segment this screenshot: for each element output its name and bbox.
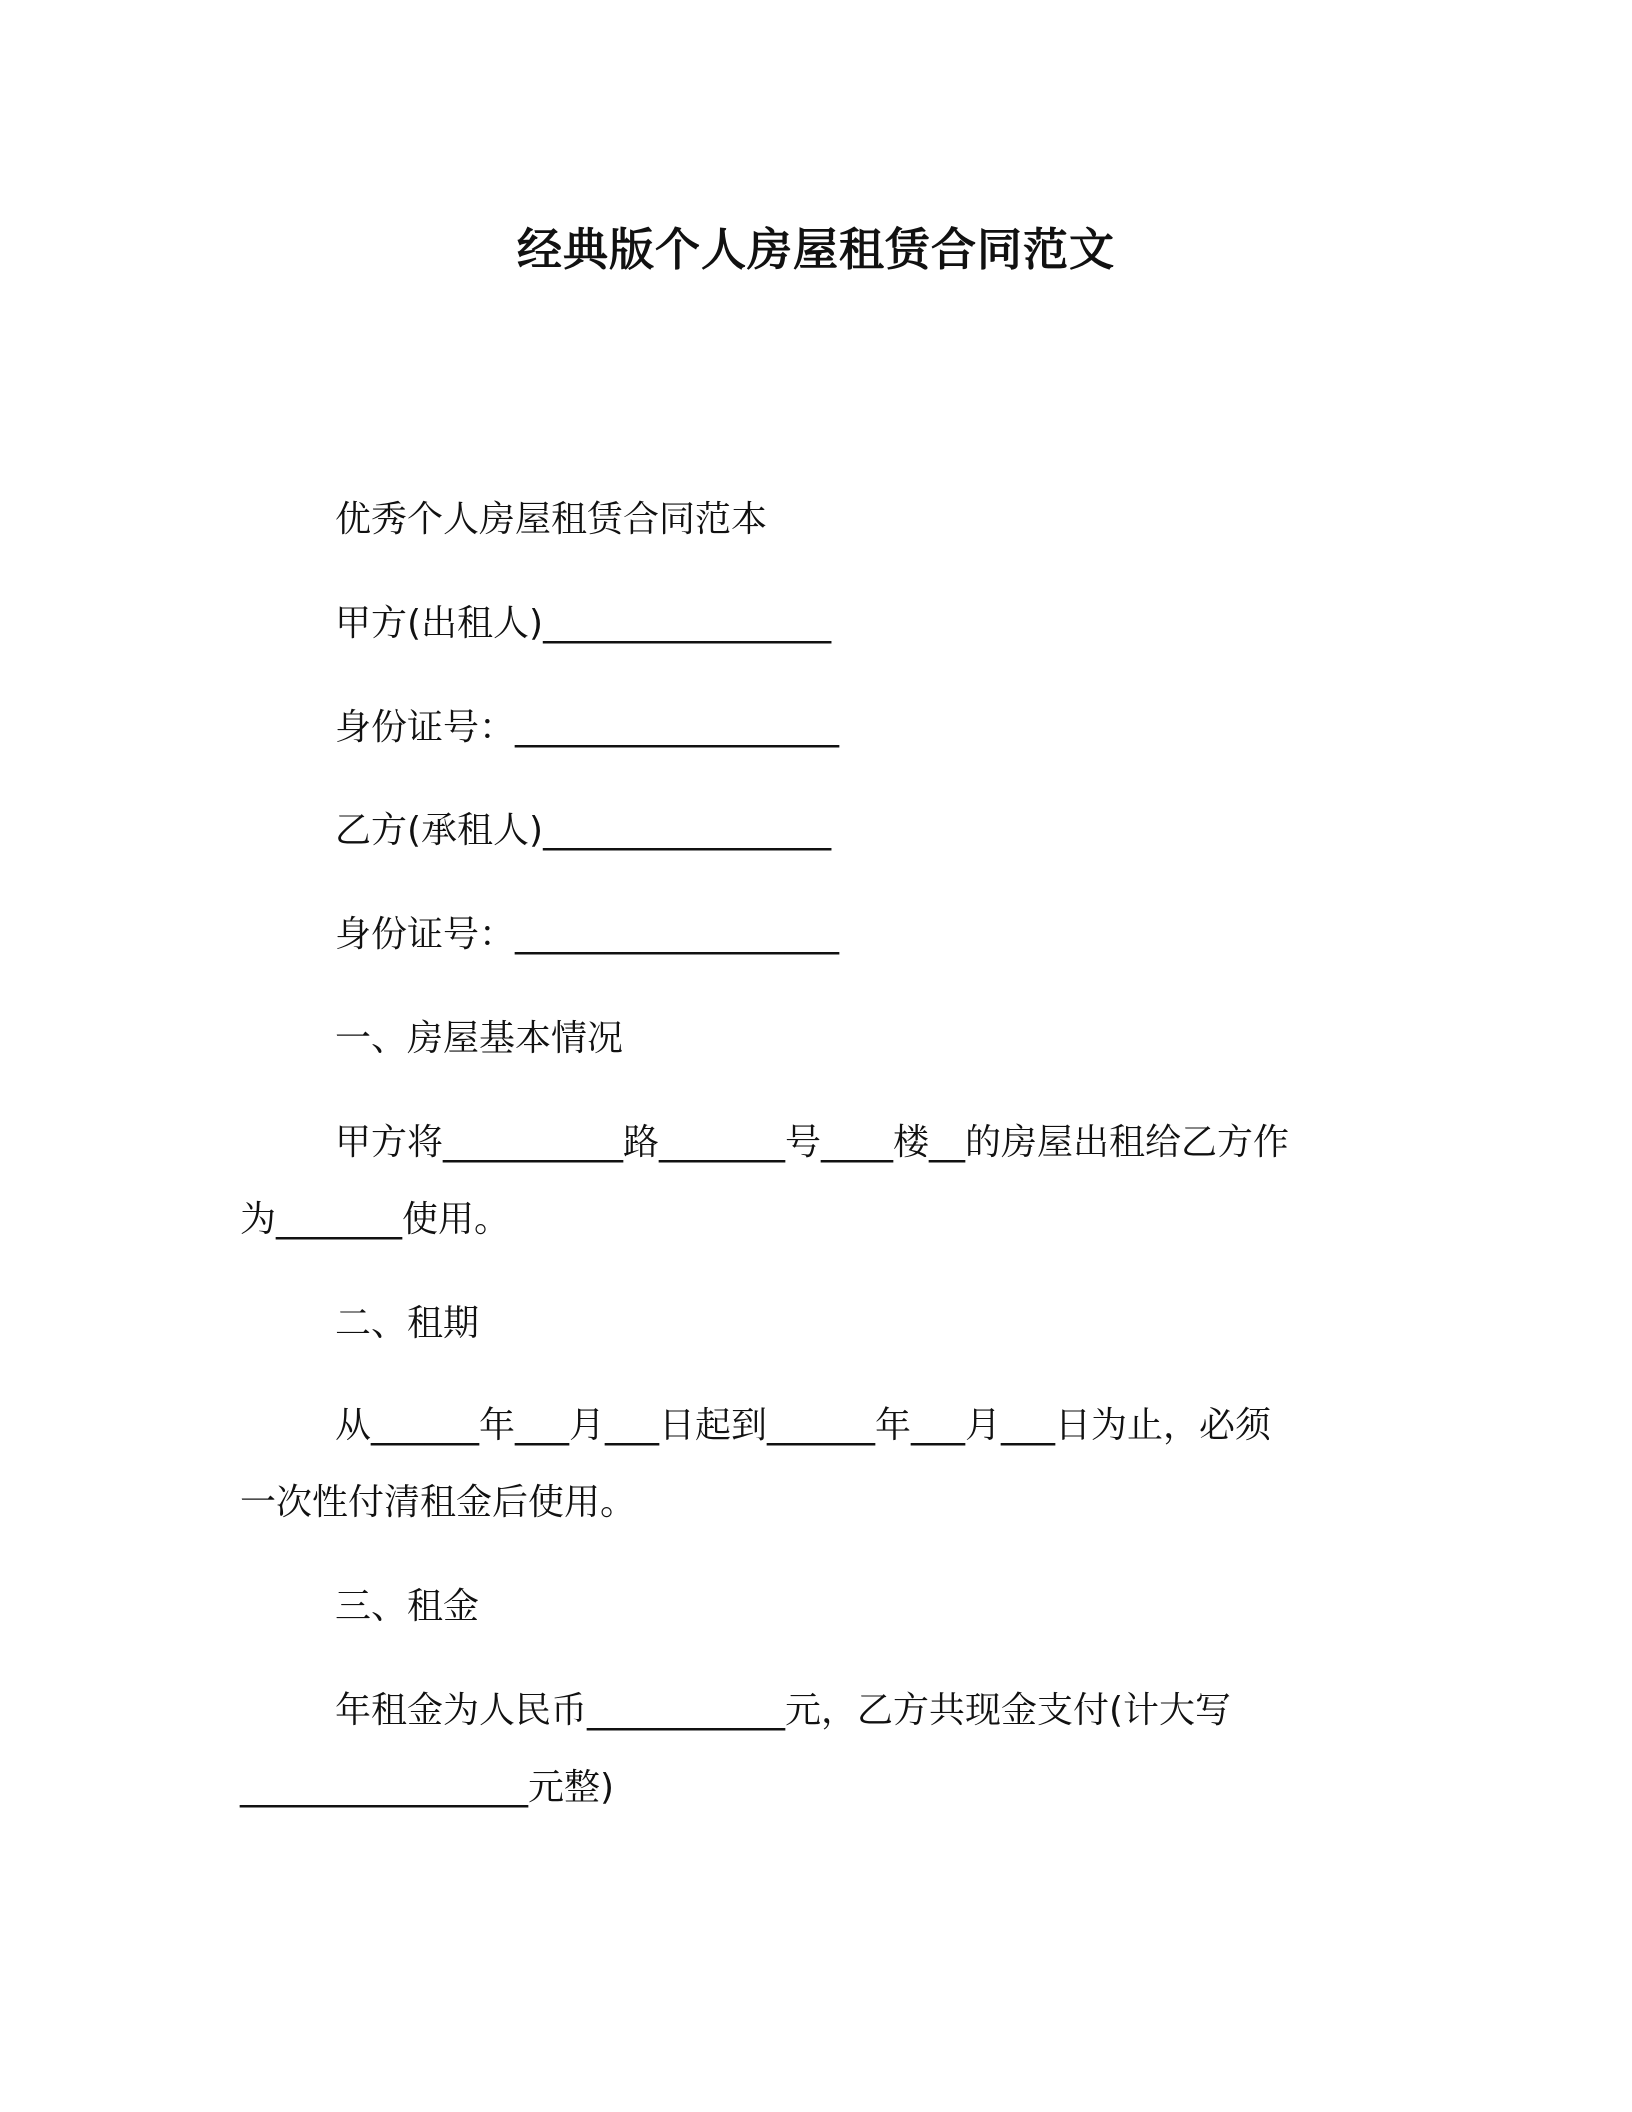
section-2-heading: 二、租期 xyxy=(335,1303,480,1344)
section-3-text: 年租金为人民币___________元，乙方共现金支付(计大写 xyxy=(335,1690,1232,1731)
section-2-text-cont: 一次性付清租金后使用。 xyxy=(240,1482,637,1523)
party-a-id-line: 身份证号：__________________ xyxy=(335,707,840,748)
section-2-text: 从______年___月___日起到______年___月___日为止，必须 xyxy=(335,1405,1272,1446)
party-b-id-line: 身份证号：__________________ xyxy=(335,914,840,955)
party-b-line: 乙方(承租人)________________ xyxy=(335,810,832,851)
section-1-text: 甲方将__________路_______号____楼__的房屋出租给乙方作 xyxy=(335,1122,1290,1163)
section-1-text-cont: 为_______使用。 xyxy=(240,1199,511,1240)
party-a-line: 甲方(出租人)________________ xyxy=(335,603,832,644)
section-1-heading: 一、房屋基本情况 xyxy=(335,1018,624,1059)
section-3-heading: 三、租金 xyxy=(335,1586,480,1627)
document-title: 经典版个人房屋租赁合同范文 xyxy=(516,223,1115,276)
subtitle-line: 优秀个人房屋租赁合同范本 xyxy=(335,499,768,540)
section-3-text-cont: ________________元整) xyxy=(240,1767,615,1808)
